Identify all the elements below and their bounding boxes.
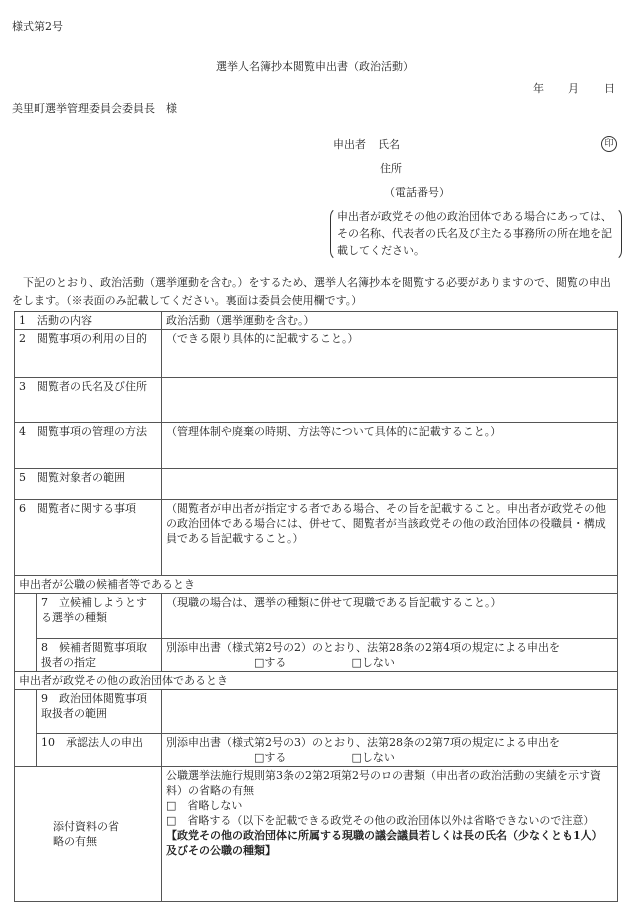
row6-label: 6 閲覧者に関する事項 — [15, 500, 162, 576]
row3-value[interactable] — [162, 378, 618, 423]
attach-label-text: 添付資料の省略の有無 — [53, 820, 119, 848]
page-title: 選挙人名簿抄本閲覧申出書（政治活動） — [216, 60, 414, 73]
date-year: 年 — [533, 82, 544, 95]
seal-icon: 印 — [601, 136, 617, 152]
row10-label: 10 承認法人の申出 — [37, 734, 162, 767]
intro-text: 下記のとおり、政治活動（選挙運動を含む。）をするため、選挙人名簿抄本を閲覧する必要がありますので、閲覧の申出をします。（※表面のみ記載してください。裏面は委員会使用欄です。） — [12, 276, 611, 307]
attach-option-yes[interactable]: □ 省略する（以下を記載できる政党その他の政治団体以外は省略できないので注意） — [166, 814, 595, 827]
candidate-indent — [15, 594, 37, 672]
applicant-label: 申出者 — [333, 138, 366, 151]
attach-line1: 公職選挙法施行規則第3条の2第2項第2号のロの書類（申出者の政治活動の実績を示す資料）の省略の有無 — [166, 769, 601, 797]
row1-value[interactable]: 政治活動（選挙運動を含む。） — [162, 312, 618, 330]
row4-value[interactable]: （管理体制や廃棄の時期、方法等について具体的に記載すること。） — [162, 423, 618, 469]
party-indent — [15, 690, 37, 767]
row9-label: 9 政治団体閲覧事項取扱者の範囲 — [37, 690, 162, 734]
applicant-note: 申出者が政党その他の政治団体である場合にあっては、その名称、代表者の氏名及び主たる事務所の所在地を記載してください。 — [337, 210, 612, 257]
row5-value[interactable] — [162, 469, 618, 500]
row9-value[interactable] — [162, 690, 618, 734]
form-number: 様式第2号 — [12, 20, 63, 33]
row7-label: 7 立候補しようとする選挙の種類 — [37, 594, 162, 639]
party-header: 申出者が政党その他の政治団体であるとき — [15, 672, 618, 690]
row7-value[interactable]: （現職の場合は、選挙の種類に併せて現職である旨記載すること。） — [162, 594, 618, 639]
date-month: 月 — [568, 82, 579, 95]
attach-bracket: 【政党その他の政治団体に所属する現職の議会議員若しくは長の氏名（少なくとも1人）及びその公職の種類】 — [166, 829, 603, 857]
row4-label: 4 閲覧事項の管理の方法 — [15, 423, 162, 469]
row8-label: 8 候補者閲覧事項取扱者の指定 — [37, 639, 162, 672]
name-label: 氏名 — [378, 138, 400, 151]
row8-option-dont[interactable]: □しない — [351, 656, 395, 669]
row10-text: 別添申出書（様式第2号の3）のとおり、法第28条の2第7項の規定による申出を — [166, 736, 560, 749]
row10-value — [162, 734, 618, 767]
row2-label: 2 閲覧事項の利用の目的 — [15, 330, 162, 378]
candidate-header: 申出者が公職の候補者等であるとき — [15, 576, 618, 594]
row8-option-do[interactable]: □する — [254, 656, 287, 669]
attach-label — [15, 767, 162, 902]
row5-label: 5 閲覧対象者の範囲 — [15, 469, 162, 500]
row10-option-do[interactable]: □する — [254, 751, 287, 764]
row3-label: 3 閲覧者の氏名及び住所 — [15, 378, 162, 423]
application-table — [14, 311, 618, 902]
row8-value — [162, 639, 618, 672]
row6-value[interactable]: （閲覧者が申出者が指定する者である場合、その旨を記載すること。申出者が政党その他の政治団体である場合には、併せて、閲覧者が当該政党その他の政治団体の役職員・構成員である旨記載すること。） — [162, 500, 618, 576]
addressee: 美里町選挙管理委員会委員長 様 — [12, 102, 177, 115]
row10-option-dont[interactable]: □しない — [351, 751, 395, 764]
address-label: 住所 — [380, 162, 402, 175]
date-day: 日 — [604, 82, 615, 95]
row1-label: 1 活動の内容 — [15, 312, 162, 330]
row8-text: 別添申出書（様式第2号の2）のとおり、法第28条の2第4項の規定による申出を — [166, 641, 560, 654]
attach-option-no[interactable]: □ 省略しない — [166, 799, 243, 812]
phone-label: （電話番号） — [384, 186, 450, 199]
attach-value — [162, 767, 618, 902]
row2-value[interactable]: （できる限り具体的に記載すること。） — [162, 330, 618, 378]
